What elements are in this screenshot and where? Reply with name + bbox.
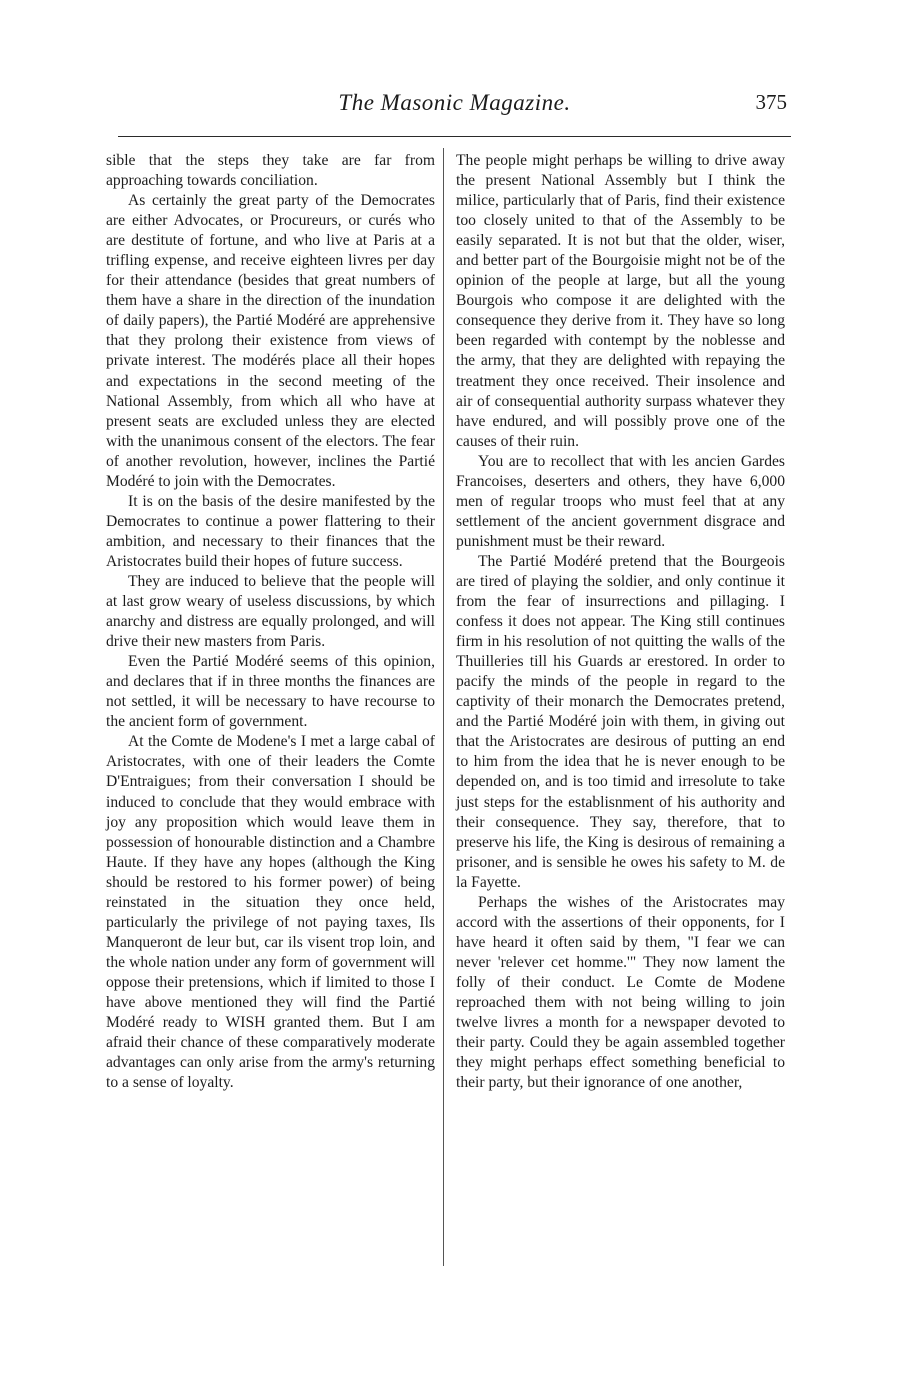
paragraph: It is on the basis of the desire manifested by the Democrates to continue a power flattering to their ambition, and necessary to their finances that the Aristocrates build their hopes of future success. [106,492,435,570]
paragraph: You are to recollect that with les ancien Gardes Francoises, deserters and others, they have 6,000 men of regular troops who must feel that at any settlement of the ancient government disgrace and punishment must be their reward. [456,452,785,550]
page-header [118,88,791,122]
paragraph: The people might perhaps be willing to drive away the present National Assembly but I think the milice, particularly that of Paris, find their existence too closely united to that of the Assembly to be easily separated. It is not but that the older, wiser, and better part of the Bourgoisie might not be of the opinion of the people at large, but all the young Bourgois who compose it are delighted with the consequence they derive from it. They have so long been regarded with contempt by the noblesse and the army, that they are delighted with repaying the treatment they once received. Their insolence and air of consequential authority surpass whatever they have endured, and will possibly prove one of the causes of their ruin. [456,152,785,450]
paragraph: They are induced to believe that the people will at last grow weary of useless discussions, by which anarchy and distress are equally prolonged, and will drive their new masters from Paris. [106,572,435,651]
paragraph: Perhaps the wishes of the Aristocrates may accord with the assertions of their opponents, for I have heard it often said by them, "I fear we can never 'relever cet homme.'" They now lament the folly of their conduct. Le Comte de Modene reproached them with not being willing to join twelve livres a month for a newspaper devoted to their party. Could they be again assembled together they might perhaps effect something beneficial to their party, but their ignorance of one another, [456,893,785,1092]
right-column [456,151,785,1093]
paragraph: Even the Partié Modéré seems of this opinion, and declares that if in three months the finances are not settled, it will be necessary to have recourse to the ancient form of government. [106,653,435,731]
column-divider [443,148,444,1266]
paragraph: sible that the steps they take are far from approaching towards conciliation. [106,152,435,190]
paragraph: As certainly the great party of the Democrates are either Advocates, or Procureurs, or curés who are destitute of fortune, and who live at Paris at a trifling expense, and receive eighteen livres per day for their attendance (besides that great numbers of them have a share in the direction of the inundation of daily papers), the Partié Modéré are apprehensive that they prolong their existence from views of private interest. The modérés place all their hopes and expectations in the second meeting of the National Assembly, from which all who have at present seats are excluded unless they are elected with the unanimous consent of the electors. The fear of another revolution, however, inclines the Partié Modéré to join with the Democrates. [106,192,435,490]
running-title: The Masonic Magazine. [338,90,571,115]
header-rule [118,136,791,137]
paragraph: At the Comte de Modene's I met a large cabal of Aristocrates, with one of their leaders the Comte D'Entraigues; from their conversation I should be induced to conclude that they would embrace with joy any proposition which would leave them in possession of honourable distinction and a Chambre Haute. If they have any hopes (although the King should be restored to his former power) of being reinstated in the situation they once held, particularly the privilege of not paying taxes, Ils Manqueront de leur but, car ils visent trop loin, and the whole nation under any form of government will oppose their pretensions, which if limited to those I have above mentioned they will find the Partié Modéré ready to WISH granted them. But I am afraid their chance of these comparatively moderate advantages can only arise from the army's returning to a sense of loyalty. [106,733,435,1092]
page-number: 375 [755,90,787,114]
paragraph: The Partié Modéré pretend that the Bourgeois are tired of playing the soldier, and only continue it from the fear of insurrections and pillaging. I confess it does not appear. The King still continues firm in his resolution of not quitting the walls of the Thuilleries till his Guards ar erestored. In order to pacify the minds of the people in regard to the captivity of their monarch the Democrates pretend, and the Partié Modéré join with them, in giving out that the Aristocrates are desirous of putting an end to him from the idea that he is never enough to be depended on, and is too timid and irresolute to take just steps for the establisnment of his authority and their consequence. They say, therefore, that to preserve his life, the King is desirous of remaining a prisoner, and is sensible he owes his safety to M. de la Fayette. [456,552,785,891]
left-column [106,151,435,1093]
